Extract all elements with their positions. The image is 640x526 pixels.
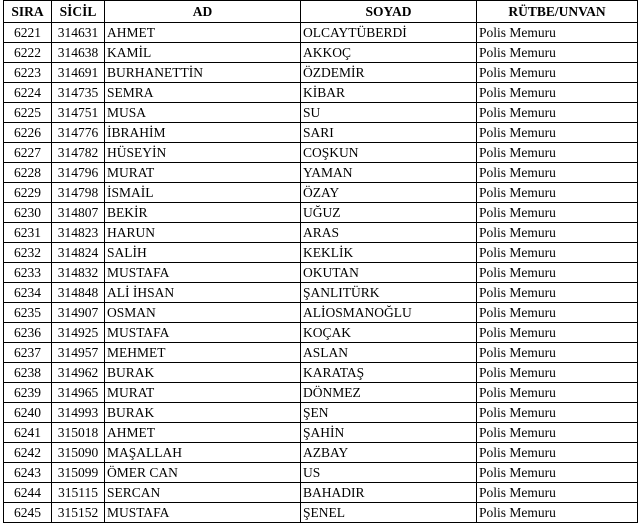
- table-row: [4, 163, 638, 183]
- cell-soyad: ÖZDEMİR: [301, 63, 477, 83]
- column-header-rutbe: RÜTBE/UNVAN: [477, 1, 638, 23]
- cell-rutbe: Polis Memuru: [477, 483, 638, 503]
- cell-soyad: ÖZAY: [301, 183, 477, 203]
- cell-rutbe: Polis Memuru: [477, 503, 638, 523]
- cell-sicil: 314807: [52, 203, 105, 223]
- cell-ad: MEHMET: [105, 343, 301, 363]
- cell-ad: SALİH: [105, 243, 301, 263]
- cell-soyad: KARATAŞ: [301, 363, 477, 383]
- cell-rutbe: Polis Memuru: [477, 43, 638, 63]
- cell-sira: 6242: [4, 443, 52, 463]
- table-row: [4, 323, 638, 343]
- cell-sira: 6227: [4, 143, 52, 163]
- table-row: [4, 463, 638, 483]
- cell-sicil: 314832: [52, 263, 105, 283]
- cell-sira: 6234: [4, 283, 52, 303]
- cell-soyad: UĞUZ: [301, 203, 477, 223]
- table-row: [4, 443, 638, 463]
- cell-ad: İBRAHİM: [105, 123, 301, 143]
- cell-sicil: 315115: [52, 483, 105, 503]
- cell-sira: 6244: [4, 483, 52, 503]
- cell-rutbe: Polis Memuru: [477, 163, 638, 183]
- cell-ad: MAŞALLAH: [105, 443, 301, 463]
- cell-ad: MUSA: [105, 103, 301, 123]
- table-row: [4, 503, 638, 523]
- cell-sicil: 314957: [52, 343, 105, 363]
- cell-sira: 6228: [4, 163, 52, 183]
- cell-ad: SERCAN: [105, 483, 301, 503]
- cell-ad: İSMAİL: [105, 183, 301, 203]
- cell-soyad: ŞENEL: [301, 503, 477, 523]
- cell-ad: AHMET: [105, 23, 301, 43]
- cell-sira: 6243: [4, 463, 52, 483]
- table-row: [4, 223, 638, 243]
- cell-soyad: ŞEN: [301, 403, 477, 423]
- cell-soyad: BAHADIR: [301, 483, 477, 503]
- cell-ad: MURAT: [105, 383, 301, 403]
- cell-sira: 6232: [4, 243, 52, 263]
- cell-soyad: AKKOÇ: [301, 43, 477, 63]
- table-row: [4, 83, 638, 103]
- table-row: [4, 383, 638, 403]
- cell-soyad: OKUTAN: [301, 263, 477, 283]
- cell-soyad: ARAS: [301, 223, 477, 243]
- cell-ad: KAMİL: [105, 43, 301, 63]
- table-row: [4, 343, 638, 363]
- table-row: [4, 243, 638, 263]
- personnel-list: [3, 0, 637, 523]
- cell-rutbe: Polis Memuru: [477, 23, 638, 43]
- cell-sira: 6224: [4, 83, 52, 103]
- cell-ad: MURAT: [105, 163, 301, 183]
- table-row: [4, 183, 638, 203]
- cell-soyad: ŞAHİN: [301, 423, 477, 443]
- column-header-soyad: SOYAD: [301, 1, 477, 23]
- table-row: [4, 23, 638, 43]
- cell-sicil: 314848: [52, 283, 105, 303]
- cell-ad: BEKİR: [105, 203, 301, 223]
- cell-ad: OSMAN: [105, 303, 301, 323]
- cell-sira: 6238: [4, 363, 52, 383]
- cell-sicil: 314638: [52, 43, 105, 63]
- cell-ad: BURHANETTİN: [105, 63, 301, 83]
- cell-sira: 6233: [4, 263, 52, 283]
- cell-sira: 6226: [4, 123, 52, 143]
- cell-ad: HARUN: [105, 223, 301, 243]
- table-row: [4, 63, 638, 83]
- table-row: [4, 43, 638, 63]
- cell-rutbe: Polis Memuru: [477, 463, 638, 483]
- cell-rutbe: Polis Memuru: [477, 203, 638, 223]
- cell-ad: ÖMER CAN: [105, 463, 301, 483]
- cell-sicil: 314735: [52, 83, 105, 103]
- cell-ad: MUSTAFA: [105, 323, 301, 343]
- column-header-sira: SIRA: [4, 1, 52, 23]
- table-row: [4, 483, 638, 503]
- cell-sicil: 315152: [52, 503, 105, 523]
- cell-rutbe: Polis Memuru: [477, 63, 638, 83]
- cell-sira: 6230: [4, 203, 52, 223]
- cell-sira: 6237: [4, 343, 52, 363]
- cell-soyad: YAMAN: [301, 163, 477, 183]
- cell-soyad: SU: [301, 103, 477, 123]
- table-row: [4, 263, 638, 283]
- cell-sicil: 314798: [52, 183, 105, 203]
- cell-soyad: US: [301, 463, 477, 483]
- cell-soyad: SARI: [301, 123, 477, 143]
- cell-sira: 6229: [4, 183, 52, 203]
- cell-sira: 6221: [4, 23, 52, 43]
- cell-sicil: 314965: [52, 383, 105, 403]
- cell-sira: 6235: [4, 303, 52, 323]
- cell-rutbe: Polis Memuru: [477, 223, 638, 243]
- header-row: [4, 1, 638, 23]
- cell-soyad: KEKLİK: [301, 243, 477, 263]
- cell-rutbe: Polis Memuru: [477, 143, 638, 163]
- cell-sira: 6222: [4, 43, 52, 63]
- cell-ad: MUSTAFA: [105, 263, 301, 283]
- cell-sira: 6240: [4, 403, 52, 423]
- cell-sira: 6241: [4, 423, 52, 443]
- cell-soyad: KİBAR: [301, 83, 477, 103]
- cell-rutbe: Polis Memuru: [477, 283, 638, 303]
- cell-sicil: 314993: [52, 403, 105, 423]
- cell-ad: BURAK: [105, 403, 301, 423]
- column-header-ad: AD: [105, 1, 301, 23]
- cell-soyad: OLCAYTÜBERDİ: [301, 23, 477, 43]
- cell-sicil: 314824: [52, 243, 105, 263]
- cell-sira: 6236: [4, 323, 52, 343]
- cell-ad: MUSTAFA: [105, 503, 301, 523]
- table-row: [4, 103, 638, 123]
- cell-rutbe: Polis Memuru: [477, 383, 638, 403]
- cell-rutbe: Polis Memuru: [477, 363, 638, 383]
- cell-rutbe: Polis Memuru: [477, 243, 638, 263]
- table-body: [4, 23, 638, 523]
- cell-soyad: AZBAY: [301, 443, 477, 463]
- cell-ad: BURAK: [105, 363, 301, 383]
- table-row: [4, 143, 638, 163]
- table-row: [4, 203, 638, 223]
- cell-ad: SEMRA: [105, 83, 301, 103]
- cell-ad: ALİ İHSAN: [105, 283, 301, 303]
- cell-ad: AHMET: [105, 423, 301, 443]
- cell-rutbe: Polis Memuru: [477, 123, 638, 143]
- cell-sira: 6231: [4, 223, 52, 243]
- cell-sicil: 314796: [52, 163, 105, 183]
- cell-rutbe: Polis Memuru: [477, 83, 638, 103]
- cell-sicil: 315090: [52, 443, 105, 463]
- cell-rutbe: Polis Memuru: [477, 103, 638, 123]
- cell-sicil: 314962: [52, 363, 105, 383]
- cell-sicil: 314776: [52, 123, 105, 143]
- cell-sicil: 314751: [52, 103, 105, 123]
- cell-soyad: DÖNMEZ: [301, 383, 477, 403]
- cell-rutbe: Polis Memuru: [477, 423, 638, 443]
- cell-rutbe: Polis Memuru: [477, 443, 638, 463]
- table-row: [4, 403, 638, 423]
- cell-rutbe: Polis Memuru: [477, 403, 638, 423]
- cell-rutbe: Polis Memuru: [477, 343, 638, 363]
- cell-sira: 6225: [4, 103, 52, 123]
- cell-sira: 6239: [4, 383, 52, 403]
- column-header-sicil: SİCİL: [52, 1, 105, 23]
- cell-sicil: 315099: [52, 463, 105, 483]
- table-row: [4, 303, 638, 323]
- cell-sicil: 314823: [52, 223, 105, 243]
- cell-soyad: ASLAN: [301, 343, 477, 363]
- table-row: [4, 283, 638, 303]
- cell-sira: 6223: [4, 63, 52, 83]
- cell-soyad: ALİOSMANOĞLU: [301, 303, 477, 323]
- cell-soyad: ŞANLITÜRK: [301, 283, 477, 303]
- cell-soyad: COŞKUN: [301, 143, 477, 163]
- cell-sira: 6245: [4, 503, 52, 523]
- table-row: [4, 363, 638, 383]
- cell-rutbe: Polis Memuru: [477, 183, 638, 203]
- cell-rutbe: Polis Memuru: [477, 263, 638, 283]
- cell-sicil: 314925: [52, 323, 105, 343]
- personnel-table: [3, 0, 638, 523]
- cell-sicil: 315018: [52, 423, 105, 443]
- cell-ad: HÜSEYİN: [105, 143, 301, 163]
- cell-sicil: 314691: [52, 63, 105, 83]
- cell-soyad: KOÇAK: [301, 323, 477, 343]
- cell-rutbe: Polis Memuru: [477, 303, 638, 323]
- cell-sicil: 314907: [52, 303, 105, 323]
- cell-rutbe: Polis Memuru: [477, 323, 638, 343]
- cell-sicil: 314782: [52, 143, 105, 163]
- table-row: [4, 423, 638, 443]
- cell-sicil: 314631: [52, 23, 105, 43]
- table-row: [4, 123, 638, 143]
